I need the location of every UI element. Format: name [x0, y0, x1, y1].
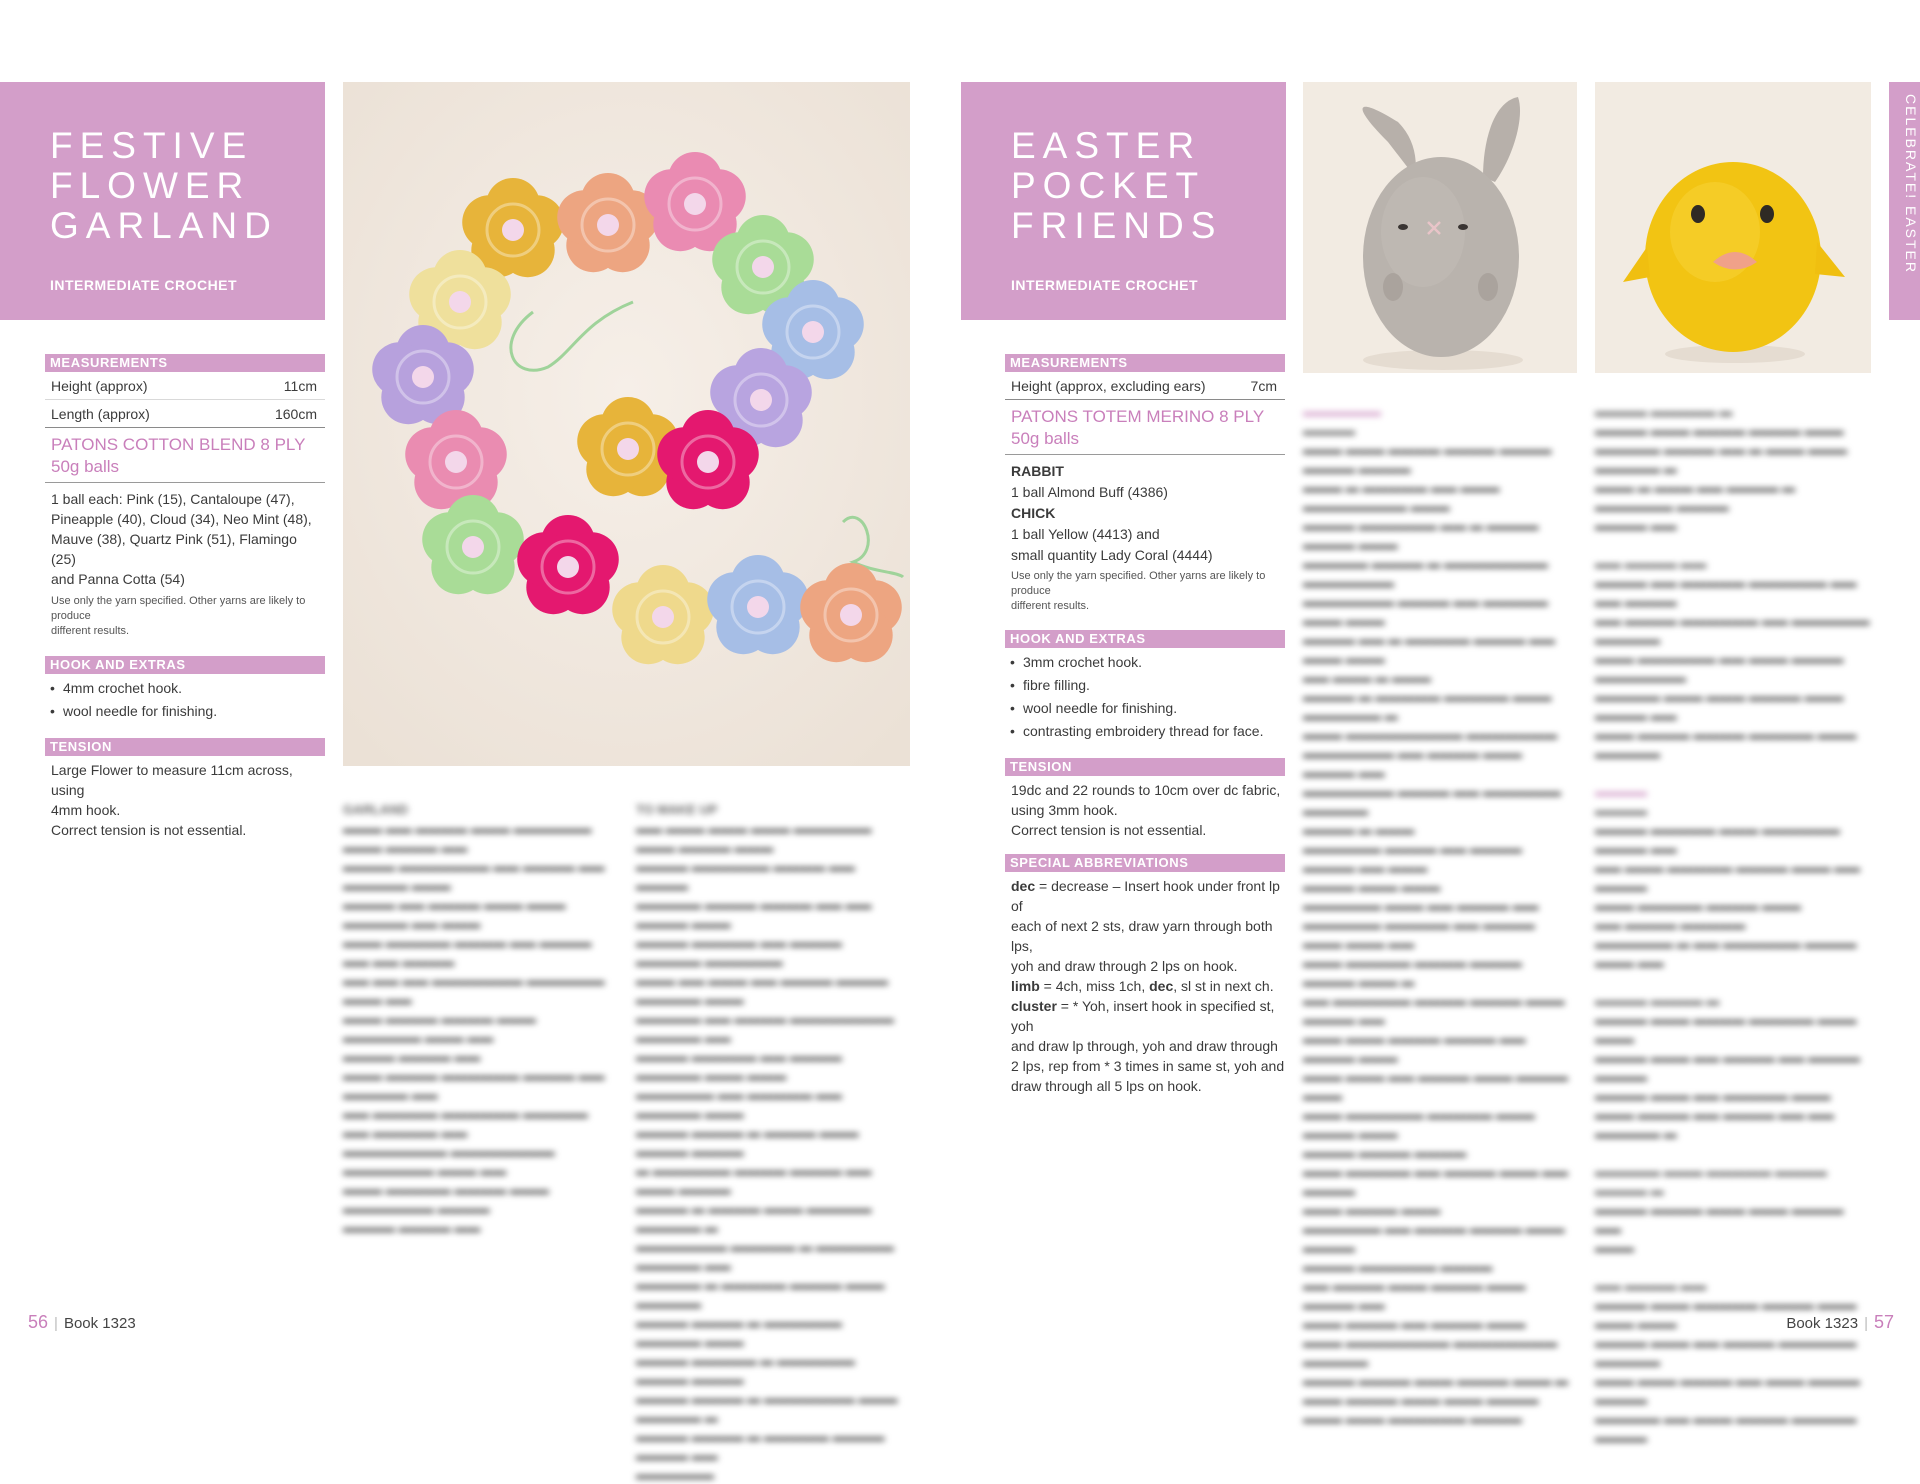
left-title-block	[0, 82, 325, 320]
abbrev-line	[1011, 876, 1285, 916]
yarn-line: Mauve (38), Quartz Pink (51), Flamingo (25)	[51, 531, 297, 567]
yarn-line: and Panna Cotta (54)	[51, 571, 185, 587]
tension-heading: TENSION	[1005, 758, 1285, 776]
list-item: • wool needle for finishing.	[45, 700, 325, 723]
yarn-title-line: PATONS COTTON BLEND 8 PLY	[51, 435, 306, 454]
section-side-tab	[1889, 82, 1920, 320]
measurements-heading: MEASUREMENTS	[1005, 354, 1285, 372]
measurement-value: 11cm	[283, 378, 317, 394]
abbrev-term: dec	[1011, 878, 1036, 894]
side-tab-label: CELEBRATE! EASTER	[1903, 94, 1919, 275]
hook-heading: HOOK AND EXTRAS	[45, 656, 325, 674]
left-footer: 56 | Book 1323	[28, 1312, 136, 1332]
flower-garland-illustration	[343, 82, 910, 766]
tension-line: using 3mm hook.	[1011, 802, 1118, 818]
tension-line: Correct tension is not essential.	[51, 822, 247, 838]
blurred-heading: GARLAND	[343, 802, 408, 817]
yarn-details	[45, 489, 325, 589]
page-number: 56	[28, 1312, 49, 1332]
right-footer: Book 1323 | 57	[1786, 1312, 1894, 1332]
tension-line: Large Flower to measure 11cm across, using	[51, 762, 293, 798]
note-line: different results.	[51, 625, 130, 637]
abbrev-text: = 4ch, miss 1ch,	[1039, 978, 1150, 994]
note-line: different results.	[1011, 600, 1090, 612]
book-number: Book 1323	[1786, 1315, 1859, 1332]
abbrev-line: yoh and draw through 2 lps on hook.	[1011, 958, 1238, 974]
list-item: • contrasting embroidery thread for face.	[1005, 720, 1285, 743]
yarn-title	[45, 428, 325, 483]
yarn-note	[1005, 569, 1285, 614]
blurred-pattern-text-garland: GARLAND ▬▬▬ ▬▬ ▬▬▬▬ ▬▬▬ ▬▬▬▬▬▬ ▬▬▬ ▬▬▬▬ ▬▬ ▬▬▬▬ ▬▬▬▬▬▬▬ ▬▬ ▬▬▬▬ ▬▬ ▬▬▬▬▬ ▬▬▬ ▬▬▬▬ ▬▬ ▬▬▬▬ ▬▬▬ ▬▬▬ ▬▬▬▬▬ ▬▬ ▬▬▬ ▬▬▬ ▬▬▬▬▬ ▬▬▬▬ ▬▬ ▬▬▬▬ ▬▬ ▬▬ ▬▬▬▬ ▬▬ ▬▬ ▬▬ ▬▬▬▬▬▬▬ ▬▬▬▬▬▬ ▬▬▬ ▬▬ ▬▬▬ ▬▬▬▬ ▬▬▬▬ ▬▬▬ ▬▬▬▬▬▬ ▬▬▬ ▬▬ ▬▬▬▬ ▬▬▬▬ ▬▬ ▬▬▬ ▬▬▬▬ ▬▬▬▬▬▬ ▬▬▬▬ ▬▬ ▬▬▬▬▬ ▬▬ ▬▬ ▬▬▬▬▬ ▬▬▬▬▬▬ ▬▬▬▬▬ ▬▬ ▬▬▬▬▬ ▬▬ ▬▬▬▬▬▬▬▬ ▬▬▬▬▬▬▬▬ ▬▬▬▬▬▬▬ ▬▬▬ ▬▬ ▬▬▬ ▬▬▬▬▬ ▬▬▬▬ ▬▬▬ ▬▬▬▬▬▬▬ ▬▬▬▬ ▬▬▬▬ ▬▬▬▬ ▬▬	[343, 800, 613, 1237]
measurement-value: 7cm	[1250, 378, 1277, 394]
tension-text	[45, 760, 325, 840]
right-page-subtitle: INTERMEDIATE CROCHET	[1011, 277, 1199, 293]
tension-text	[1005, 780, 1285, 840]
chick-illustration	[1595, 82, 1871, 373]
yarn-title-line: PATONS TOTEM MERINO 8 PLY	[1011, 407, 1265, 426]
yarn-line: 1 ball Yellow (4413) and	[1011, 526, 1160, 542]
yarn-title-line: 50g balls	[1011, 429, 1080, 448]
right-info-column	[1005, 354, 1285, 1096]
hook-heading: HOOK AND EXTRAS	[1005, 630, 1285, 648]
measurement-row	[45, 372, 325, 400]
yarn-line: 1 ball each: Pink (15), Cantaloupe (47),	[51, 491, 295, 507]
abbrev-text: , sl st in next ch.	[1173, 978, 1274, 994]
yarn-line: small quantity Lady Coral (4444)	[1011, 547, 1213, 563]
left-page-subtitle: INTERMEDIATE CROCHET	[50, 277, 238, 293]
yarn-line: Pineapple (40), Cloud (34), Neo Mint (48),	[51, 511, 312, 527]
abbreviations-heading: SPECIAL ABBREVIATIONS	[1005, 854, 1285, 872]
measurement-label: Height (approx, excluding ears)	[1011, 378, 1206, 394]
yarn-details	[1005, 461, 1285, 566]
flower-garland-photo	[343, 82, 910, 766]
abbrev-term: limb	[1011, 978, 1040, 994]
abbrev-line	[1011, 996, 1285, 1036]
measurement-row	[45, 400, 325, 428]
measurement-row	[1005, 372, 1285, 400]
abbrev-line: 2 lps, rep from * 3 times in same st, yoh and	[1011, 1058, 1285, 1074]
tension-heading: TENSION	[45, 738, 325, 756]
yarn-title	[1005, 400, 1285, 455]
right-title-block	[961, 82, 1286, 320]
page-number: 57	[1873, 1312, 1894, 1332]
left-info-column	[45, 354, 325, 840]
tension-line: 19dc and 22 rounds to 10cm over dc fabric,	[1011, 782, 1281, 798]
abbrev-line: and draw lp through, yoh and draw through	[1011, 1038, 1278, 1054]
left-page-title: FESTIVE FLOWER GARLAND	[50, 125, 278, 246]
rabbit-photo	[1303, 82, 1577, 373]
abbreviations-text	[1005, 876, 1285, 1096]
list-item: • fibre filling.	[1005, 674, 1285, 697]
abbrev-text: = * Yoh, insert hook in specified st, yoh	[1011, 998, 1275, 1034]
list-item: • wool needle for finishing.	[1005, 697, 1285, 720]
blurred-pattern-text-makeup: TO MAKE UP ▬▬ ▬▬▬ ▬▬▬ ▬▬▬ ▬▬▬▬▬▬ ▬▬▬ ▬▬▬▬ ▬▬▬ ▬▬▬▬ ▬▬▬▬▬▬ ▬▬▬▬ ▬▬ ▬▬▬▬ ▬▬▬▬▬ ▬▬▬▬ ▬▬▬▬ ▬▬ ▬▬ ▬▬▬▬ ▬▬▬ ▬▬▬▬ ▬▬▬▬▬ ▬▬ ▬▬▬▬ ▬▬▬▬▬ ▬▬▬▬▬▬ ▬▬▬ ▬▬ ▬▬▬ ▬▬ ▬▬▬▬ ▬▬▬▬ ▬▬▬▬▬ ▬▬▬ ▬▬▬▬▬ ▬▬ ▬▬▬▬ ▬▬▬▬▬▬▬▬ ▬▬▬▬▬ ▬▬ ▬▬▬▬ ▬▬▬▬▬ ▬▬ ▬▬▬▬ ▬▬▬▬▬ ▬▬▬ ▬▬▬ ▬▬▬▬▬▬ ▬▬ ▬▬▬▬▬ ▬▬ ▬▬▬▬▬ ▬▬▬ ▬▬▬▬ ▬▬▬▬ ▬ ▬▬▬▬ ▬▬▬ ▬▬▬▬ ▬▬▬▬ ▬ ▬▬▬▬▬▬ ▬▬▬▬ ▬▬▬▬ ▬▬ ▬▬▬ ▬▬▬▬ ▬▬▬▬ ▬ ▬▬▬▬ ▬▬▬ ▬▬▬▬▬ ▬▬▬▬▬ ▬ ▬▬▬▬▬▬▬ ▬▬▬▬▬ ▬ ▬▬▬▬▬▬ ▬▬▬▬▬ ▬▬ ▬▬▬▬▬ ▬ ▬▬▬▬▬ ▬▬▬▬ ▬▬▬ ▬▬▬▬▬ ▬▬▬▬ ▬▬▬▬ ▬ ▬▬▬▬▬▬ ▬▬▬▬▬ ▬▬▬ ▬▬▬▬ ▬▬▬▬▬ ▬ ▬▬▬▬▬▬ ▬▬▬▬ ▬▬▬▬ ▬▬▬▬ ▬▬▬▬ ▬ ▬▬▬▬▬▬▬ ▬▬▬ ▬▬▬▬▬ ▬ ▬▬▬▬ ▬▬▬▬ ▬ ▬▬▬▬▬ ▬▬▬▬ ▬▬▬▬ ▬▬ ▬▬▬▬▬▬	[636, 800, 910, 1484]
yarn-note	[45, 594, 325, 639]
measurements-heading: MEASUREMENTS	[45, 354, 325, 372]
book-number: Book 1323	[63, 1315, 136, 1332]
abbrev-term: dec	[1149, 978, 1174, 994]
tension-line: Correct tension is not essential.	[1011, 822, 1207, 838]
yarn-line: 1 ball Almond Buff (4386)	[1011, 484, 1168, 500]
rabbit-illustration	[1303, 82, 1577, 373]
abbrev-term: cluster	[1011, 998, 1057, 1014]
tension-line: 4mm hook.	[51, 802, 121, 818]
blurred-pattern-text-chick: ▬▬▬▬ ▬▬▬▬▬ ▬ ▬▬▬▬ ▬▬▬ ▬▬▬▬ ▬▬▬▬ ▬▬▬ ▬▬▬▬▬ ▬▬▬▬ ▬▬ ▬ ▬▬▬ ▬▬▬ ▬▬▬▬▬ ▬ ▬▬▬ ▬ ▬▬▬ ▬▬ ▬▬▬▬ ▬ ▬▬▬▬▬▬ ▬▬▬▬ ▬▬▬▬ ▬▬ ▬▬ ▬▬▬▬ ▬▬ ▬▬▬▬ ▬▬ ▬▬▬▬▬ ▬▬▬▬▬▬ ▬▬ ▬▬ ▬▬▬▬ ▬▬ ▬▬▬▬ ▬▬▬▬▬▬ ▬▬ ▬▬▬▬▬▬ ▬▬▬▬▬ ▬▬▬ ▬▬▬▬▬▬ ▬▬ ▬▬▬ ▬▬▬▬ ▬▬▬▬▬▬▬ ▬▬▬▬▬ ▬▬▬ ▬▬▬ ▬▬▬▬ ▬▬▬ ▬▬▬▬ ▬▬ ▬▬▬ ▬▬▬▬ ▬▬▬▬ ▬▬▬▬▬ ▬▬▬ ▬▬▬▬▬ ▬▬▬▬ ▬▬▬▬ ▬▬▬▬ ▬▬▬▬▬ ▬▬▬ ▬▬▬▬▬▬ ▬▬▬▬ ▬▬ ▬▬ ▬▬▬ ▬▬▬▬▬ ▬▬▬▬ ▬▬▬ ▬▬ ▬▬▬▬ ▬▬▬ ▬▬▬▬▬ ▬▬▬▬ ▬▬▬ ▬▬ ▬▬▬▬ ▬▬▬▬▬ ▬▬▬▬▬▬ ▬ ▬▬ ▬▬▬▬▬▬ ▬▬▬▬ ▬▬▬ ▬▬ ▬▬▬▬ ▬▬▬▬ ▬ ▬▬▬▬ ▬▬▬ ▬▬▬▬ ▬▬▬▬▬ ▬▬▬ ▬▬▬ ▬▬▬▬ ▬▬▬ ▬▬ ▬▬▬▬ ▬▬ ▬▬▬▬ ▬▬▬▬ ▬▬▬▬ ▬▬▬ ▬▬ ▬▬▬▬▬ ▬▬▬ ▬▬▬ ▬▬▬▬ ▬▬ ▬▬▬▬ ▬▬ ▬▬ ▬▬▬▬▬ ▬ ▬▬▬▬▬ ▬▬▬ ▬▬▬▬▬ ▬▬▬▬ ▬▬▬▬ ▬ ▬▬▬▬ ▬▬▬▬ ▬▬▬ ▬▬▬ ▬▬▬▬ ▬▬ ▬▬▬ ▬▬ ▬▬▬▬ ▬▬ ▬▬▬▬ ▬▬▬ ▬▬▬▬▬ ▬▬▬▬ ▬▬▬ ▬▬▬ ▬▬▬ ▬▬▬▬ ▬▬▬ ▬▬ ▬▬▬▬ ▬▬▬▬▬▬ ▬▬▬▬▬ ▬▬▬ ▬▬▬ ▬▬▬▬ ▬▬ ▬▬▬ ▬▬▬▬ ▬▬▬▬ ▬▬▬▬▬ ▬▬ ▬▬▬ ▬▬▬▬ ▬▬▬▬▬ ▬▬▬▬	[1595, 404, 1870, 1445]
abbrev-line: each of next 2 sts, draw yarn through both lps,	[1011, 918, 1273, 954]
note-line: Use only the yarn specified. Other yarns are likely to produce	[1011, 570, 1266, 597]
abbrev-line: draw through all 5 lps on hook.	[1011, 1078, 1202, 1094]
right-page-title: EASTER POCKET FRIENDS	[1011, 125, 1223, 246]
list-item: • 3mm crochet hook.	[1005, 651, 1285, 674]
hook-list	[45, 677, 325, 723]
measurement-value: 160cm	[274, 406, 317, 422]
chick-photo	[1595, 82, 1871, 373]
abbrev-line	[1011, 976, 1285, 996]
measurement-label: Length (approx)	[51, 406, 150, 422]
blurred-heading: TO MAKE UP	[636, 802, 718, 817]
note-line: Use only the yarn specified. Other yarns are likely to produce	[51, 595, 306, 622]
yarn-title-line: 50g balls	[51, 457, 120, 476]
blurred-pattern-text-rabbit: ▬▬▬▬▬▬ ▬▬▬▬ ▬▬▬ ▬▬▬ ▬▬▬▬ ▬▬▬▬ ▬▬▬▬ ▬▬▬▬ ▬▬▬▬ ▬▬▬ ▬ ▬▬▬▬▬ ▬▬ ▬▬▬ ▬▬▬▬▬▬▬▬ ▬▬▬ ▬▬▬▬ ▬▬▬▬▬▬ ▬▬ ▬ ▬▬▬▬ ▬▬▬▬ ▬▬▬ ▬▬▬▬▬ ▬▬▬▬ ▬ ▬▬▬▬▬▬▬▬ ▬▬▬▬▬▬▬ ▬▬▬▬▬▬▬ ▬▬▬▬ ▬▬ ▬▬▬▬▬ ▬▬▬ ▬▬▬ ▬▬▬▬ ▬▬ ▬ ▬▬▬▬▬ ▬▬▬▬ ▬▬ ▬▬▬ ▬▬▬ ▬▬ ▬▬▬ ▬ ▬▬▬ ▬▬▬▬ ▬ ▬▬▬▬▬ ▬▬▬▬▬ ▬▬▬ ▬▬▬▬▬▬ ▬ ▬▬▬ ▬▬▬▬▬▬▬▬▬ ▬▬▬▬▬▬▬ ▬▬▬▬▬▬▬ ▬▬ ▬▬▬▬ ▬▬▬ ▬▬▬▬ ▬▬ ▬▬▬▬▬▬▬ ▬▬▬▬ ▬▬ ▬▬▬▬▬▬ ▬▬▬▬▬ ▬▬▬▬ ▬ ▬▬▬ ▬▬▬▬▬▬ ▬▬▬▬ ▬▬ ▬▬▬▬ ▬▬▬▬ ▬▬ ▬▬▬ ▬▬▬▬ ▬▬▬ ▬▬▬ ▬▬▬▬▬▬ ▬▬▬ ▬▬ ▬▬▬▬ ▬▬ ▬▬▬▬▬▬ ▬▬▬▬▬ ▬▬ ▬▬▬▬ ▬▬▬ ▬▬▬ ▬▬ ▬▬▬ ▬▬▬▬▬ ▬▬▬▬ ▬▬▬▬ ▬▬▬▬ ▬▬▬ ▬ ▬▬ ▬▬▬▬▬▬ ▬▬▬▬ ▬▬▬▬ ▬▬▬ ▬▬▬▬ ▬▬ ▬▬▬ ▬▬▬ ▬▬▬▬ ▬▬▬▬ ▬▬ ▬▬▬▬ ▬▬▬ ▬▬▬ ▬▬▬ ▬▬ ▬▬▬▬ ▬▬▬ ▬▬▬▬ ▬▬▬ ▬▬▬ ▬▬▬▬▬▬ ▬▬▬▬▬ ▬▬▬ ▬▬▬▬ ▬▬▬ ▬▬▬▬ ▬▬▬▬ ▬▬▬▬ ▬▬▬ ▬▬▬▬▬ ▬▬ ▬▬▬▬ ▬▬▬ ▬▬ ▬▬▬▬ ▬▬▬ ▬▬▬▬ ▬▬▬ ▬▬▬▬▬▬ ▬▬ ▬▬▬▬ ▬▬▬▬ ▬▬▬ ▬▬▬▬ ▬▬▬▬ ▬▬▬▬▬▬ ▬▬▬▬ ▬▬ ▬▬▬▬ ▬▬▬ ▬▬▬▬ ▬▬▬ ▬▬▬▬ ▬▬ ▬▬▬ ▬▬▬▬ ▬▬ ▬▬▬▬ ▬▬▬ ▬▬▬ ▬▬▬▬▬▬▬▬ ▬▬▬▬▬▬▬▬ ▬▬▬▬▬ ▬▬▬▬ ▬▬▬▬ ▬▬▬ ▬▬▬▬ ▬▬▬ ▬ ▬▬▬ ▬▬▬▬ ▬▬▬ ▬▬▬ ▬▬▬▬ ▬▬▬ ▬▬▬ ▬▬▬▬▬▬ ▬▬▬▬	[1303, 404, 1569, 1426]
rabbit-label: RABBIT	[1011, 463, 1064, 479]
list-item: • 4mm crochet hook.	[45, 677, 325, 700]
measurement-label: Height (approx)	[51, 378, 148, 394]
abbrev-text: = decrease – Insert hook under front lp of	[1011, 878, 1280, 914]
hook-list	[1005, 651, 1285, 743]
chick-label: CHICK	[1011, 505, 1056, 521]
